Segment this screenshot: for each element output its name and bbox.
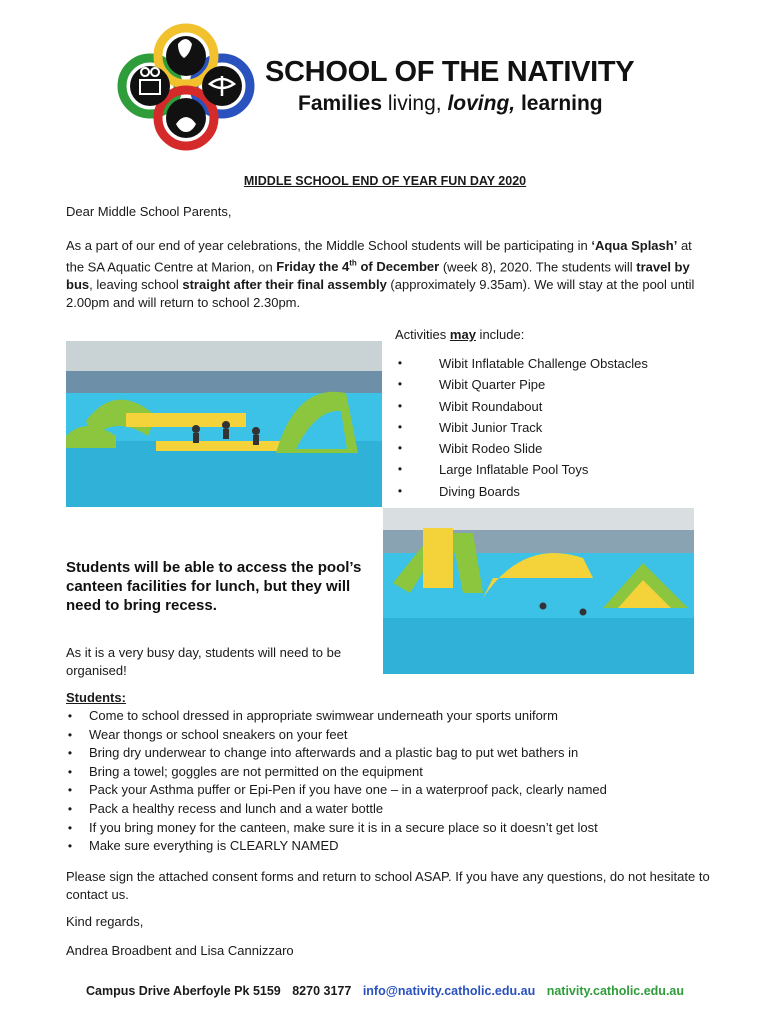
footer-email-link[interactable]: info@nativity.catholic.edu.au [362, 984, 536, 998]
bullet-icon: • [67, 820, 73, 835]
bullet-icon: • [67, 764, 73, 779]
canteen-note: Students will be able to access the pool’s canteen facilities for lunch, but they will need to bring recess. [66, 559, 362, 614]
consent-paragraph: Please sign the attached consent forms and return to school ASAP. If you have any questions, do not hesitate to contact us. [66, 869, 710, 902]
bullet-icon: • [397, 462, 403, 477]
document-title: MIDDLE SCHOOL END OF YEAR FUN DAY 2020 [243, 174, 527, 188]
busy-day-note: As it is a very busy day, students will need to be organised! [66, 645, 342, 678]
salutation: Dear Middle School Parents, [66, 204, 232, 219]
bullet-icon: • [67, 727, 73, 742]
students-checklist [66, 707, 716, 856]
bullet-icon: • [397, 419, 403, 434]
bullet-icon: • [397, 356, 403, 370]
students-heading: Students: [66, 690, 126, 705]
list-item: • Pack your Asthma puffer or Epi-Pen if you have one – in a waterproof pack, clearly named [66, 781, 716, 800]
bullet-icon: • [67, 709, 73, 723]
activities-list [395, 353, 715, 502]
list-item: • Come to school dressed in appropriate swimwear underneath your sports uniform [66, 707, 716, 726]
footer-contact [0, 984, 770, 998]
pool-obstacles-image-icon [383, 508, 694, 674]
list-item: • Diving Boards [395, 481, 715, 502]
footer-phone: 8270 3177 [292, 984, 352, 998]
pool-photo-left [66, 341, 382, 507]
bullet-icon: • [397, 483, 403, 498]
bullet-icon: • [67, 839, 73, 854]
pool-inflatables-image-icon [66, 341, 382, 507]
school-name: SCHOOL OF THE NATIVITY [265, 56, 635, 88]
school-tagline: Families living, loving, learning [298, 92, 603, 115]
intro-paragraph: As a part of our end of year celebrations, the Middle School students will be participating in ‘Aqua Splash’ at the SA Aquatic Centre at Marion, on Friday the 4th of December (week 8), 2020. The students will travel by bus, leaving school straight after their final assembly (approximately 9.35am). We will stay at the pool until 2.00pm and will return to school 2.30pm. [66, 238, 695, 311]
list-item: • Bring dry underwear to change into afterwards and a plastic bag to put wet bathers in [66, 744, 716, 763]
list-item: • Wibit Rodeo Slide [395, 438, 715, 459]
bullet-icon: • [67, 783, 73, 798]
list-item: • Large Inflatable Pool Toys [395, 459, 715, 480]
list-item: • Pack a healthy recess and lunch and a water bottle [66, 800, 716, 819]
list-item: • Wibit Inflatable Challenge Obstacles [395, 353, 715, 374]
closing: Kind regards, [66, 914, 144, 929]
signers: Andrea Broadbent and Lisa Cannizzaro [66, 943, 294, 958]
list-item: • Bring a towel; goggles are not permitted on the equipment [66, 763, 716, 782]
bullet-icon: • [397, 398, 403, 413]
bullet-icon: • [397, 377, 403, 392]
bullet-icon: • [67, 746, 73, 761]
list-item: • Make sure everything is CLEARLY NAMED [66, 837, 716, 856]
list-item: • Wibit Junior Track [395, 417, 715, 438]
footer-address: Campus Drive Aberfoyle Pk 5159 [85, 984, 281, 998]
bullet-icon: • [397, 441, 403, 456]
list-item: • Wibit Quarter Pipe [395, 374, 715, 395]
pool-photo-right [383, 508, 694, 674]
list-item: • Wear thongs or school sneakers on your feet [66, 726, 716, 745]
bullet-icon: • [67, 801, 73, 816]
footer-website-link[interactable]: nativity.catholic.edu.au [546, 984, 685, 998]
activities-heading: Activities may include: [395, 327, 525, 342]
list-item: • If you bring money for the canteen, make sure it is in a secure place so it doesn’t get lost [66, 819, 716, 838]
list-item: • Wibit Roundabout [395, 396, 715, 417]
school-logo-icon [112, 18, 262, 158]
